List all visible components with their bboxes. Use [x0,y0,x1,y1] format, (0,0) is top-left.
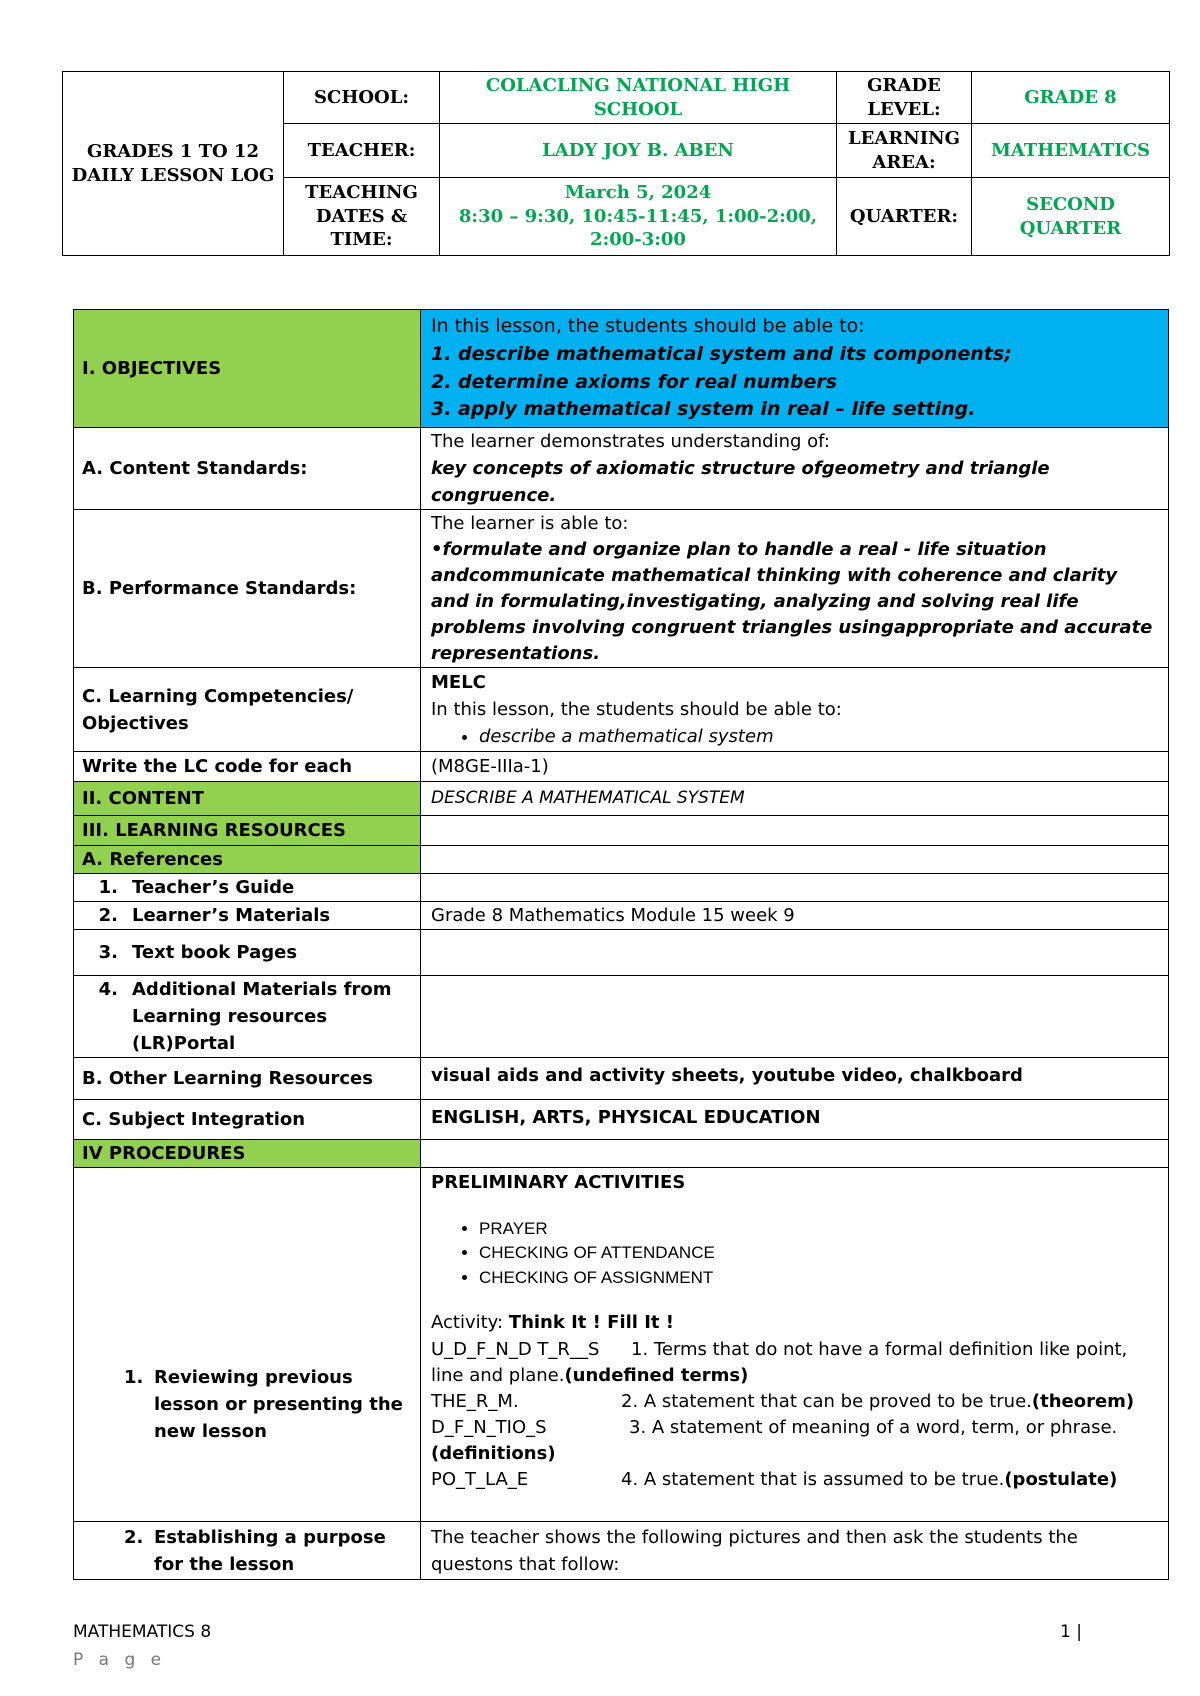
melc-heading: MELC [431,672,486,694]
activity-definition: 3. A statement of meaning of a word, term, or phrase. [629,1416,1118,1438]
lc-code-value: (M8GE-IIIa-1) [421,752,1169,782]
textbook-value [421,930,1169,976]
subject-integration-label: C. Subject Integration [74,1100,421,1140]
quarter-value-1: SECOND [1026,194,1115,216]
activity-title: Think It ! Fill It ! [508,1312,675,1334]
performance-standards-value [421,510,1169,668]
activity-word: D_F_N_TIO_S [431,1416,547,1438]
step1-label [74,1168,421,1522]
activity-prefix: Activity: [431,1312,509,1334]
performance-standards-label: B. Performance Standards: [74,510,421,668]
teachers-guide-text: Teacher’s Guide [132,877,295,899]
dates-label-1: TEACHING [305,182,418,204]
content-standards-value [421,428,1169,510]
activity-answer: (definitions) [431,1442,556,1464]
other-resources-value: visual aids and activity sheets, youtube video, chalkboard [421,1058,1169,1100]
learning-area-label-2: AREA: [872,151,936,173]
dates-label-2: DATES & TIME: [315,205,408,251]
objective-item: 2. determine axioms for real numbers [431,370,838,393]
competencies-value [421,668,1169,752]
activity-definition: 2. A statement that can be proved to be true. [621,1390,1032,1412]
content-standards-label: A. Content Standards: [74,428,421,510]
quarter-value [972,178,1170,256]
log-title-line-2: DAILY LESSON LOG [71,164,275,186]
activity-word: U_D_F_N_D T_R__S [431,1338,600,1360]
grade-level-label-2: LEVEL: [867,98,941,120]
references-label: A. References [74,846,421,874]
dates-value-1: March 5, 2024 [564,182,712,204]
lc-code-label: Write the LC code for each [74,752,421,782]
learning-area-value: MATHEMATICS [972,124,1170,178]
list-item: • PRAYER [479,1217,1160,1242]
competencies-label: C. Learning Competencies/ Objectives [74,668,421,752]
dates-value [440,178,837,256]
footer-subject: MATHEMATICS 8 [73,1622,212,1642]
content-standards-text: key concepts of axiomatic structure ofgeometry and triangle congruence. [431,458,1050,506]
step1-value [421,1168,1169,1522]
activity-heading [431,1310,1160,1336]
textbook-num: 3. [98,942,118,964]
log-title-cell [63,72,284,256]
list-item: • describe a mathematical system [479,723,1160,750]
additional-materials-value [421,976,1169,1058]
teachers-guide-label [74,874,421,902]
activity-word: THE_R_M. [431,1390,519,1412]
teacher-value: LADY JOY B. ABEN [440,124,837,178]
activity-word: PO_T_LA_E [431,1469,529,1491]
competencies-intro: In this lesson, the students should be able to: [431,699,842,721]
activity-answer: (undefined terms) [564,1364,749,1386]
activity-row-2 [431,1389,1160,1415]
quarter-label: QUARTER: [837,178,972,256]
prelim-title: PRELIMINARY ACTIVITIES [431,1172,686,1194]
teachers-guide-num: 1. [98,877,118,899]
additional-materials-text-1: Additional Materials from [132,979,392,1001]
learning-resources-value [421,816,1169,846]
procedures-value [421,1140,1169,1168]
log-title-line-1: GRADES 1 TO 12 [86,141,260,163]
additional-materials-num: 4. [98,979,118,1001]
additional-materials-label [74,976,421,1058]
learners-materials-num: 2. [98,905,118,927]
list-item: • CHECKING OF ASSIGNMENT [479,1266,1160,1291]
teacher-label: TEACHER: [284,124,440,178]
learning-area-label [837,124,972,178]
step2-text: Establishing a purpose for the lesson [154,1527,386,1576]
activity-row-1 [431,1337,1160,1389]
footer-page-number: 1 | [1060,1622,1082,1642]
learners-materials-text: Learner’s Materials [132,905,331,927]
subject-integration-value: ENGLISH, ARTS, PHYSICAL EDUCATION [421,1100,1169,1140]
teachers-guide-value [421,874,1169,902]
learners-materials-value: Grade 8 Mathematics Module 15 week 9 [421,902,1169,930]
performance-standards-intro: The learner is able to: [431,513,629,534]
dates-value-2: 8:30 – 9:30, 10:45-11:45, 1:00-2:00, [458,205,818,227]
quarter-value-2: QUARTER [1019,217,1122,239]
activity-row-3 [431,1415,1160,1467]
additional-materials-text-2: Learning resources (LR)Portal [132,1006,328,1055]
grade-level-value: GRADE 8 [972,72,1170,124]
grade-level-label-1: GRADE [867,75,941,97]
content-value: DESCRIBE A MATHEMATICAL SYSTEM [421,782,1169,816]
other-resources-label: B. Other Learning Resources [74,1058,421,1100]
grade-level-label [837,72,972,124]
objective-item: 1. describe mathematical system and its components; [431,342,1012,365]
activity-definition: 1. Terms that do not have a formal definition like point, line and plane. [431,1338,1128,1386]
content-label: II. CONTENT [74,782,421,816]
learners-materials-label [74,902,421,930]
step2-label [74,1522,421,1580]
learning-area-label-1: LEARNING [848,128,960,150]
textbook-text: Text book Pages [132,942,298,964]
dates-value-3: 2:00-3:00 [590,229,686,251]
step2-num: 2. [124,1527,144,1549]
textbook-label [74,930,421,976]
activity-answer: (theorem) [1031,1390,1135,1412]
content-standards-intro: The learner demonstrates understanding of: [431,431,830,452]
activity-definition: 4. A statement that is assumed to be true. [621,1469,1005,1491]
competencies-list [431,723,1160,750]
school-value: COLACLING NATIONAL HIGH SCHOOL [440,72,837,124]
learning-resources-label: III. LEARNING RESOURCES [74,816,421,846]
objectives-value [421,310,1169,428]
dates-label [284,178,440,256]
footer-page-word: P a g e [73,1650,167,1670]
activity-row-4 [431,1467,1160,1493]
references-value [421,846,1169,874]
activity-answer: (postulate) [1004,1469,1118,1491]
step2-value: The teacher shows the following pictures and then ask the students the questons that follow: [421,1522,1169,1580]
performance-standards-text: •formulate and organize plan to handle a real - life situation andcommunicate mathematical thinking with coherence and clarity and in formulating,investigating, analyzing and solving real life problems involving congruent triangles usingappropriate and accurate representations. [431,539,1153,665]
lesson-table [73,309,1169,1580]
step1-num: 1. [124,1367,144,1389]
step1-text: Reviewing previous lesson or presenting the new lesson [154,1367,403,1443]
objectives-label: I. OBJECTIVES [74,310,421,428]
objective-item: 3. apply mathematical system in real – life setting. [431,398,976,421]
objectives-intro: In this lesson, the students should be able to: [431,315,865,338]
procedures-label: IV PROCEDURES [74,1140,421,1168]
school-label: SCHOOL: [284,72,440,124]
list-item: • CHECKING OF ATTENDANCE [479,1241,1160,1266]
prelim-list [431,1217,1160,1291]
header-table [62,71,1170,256]
